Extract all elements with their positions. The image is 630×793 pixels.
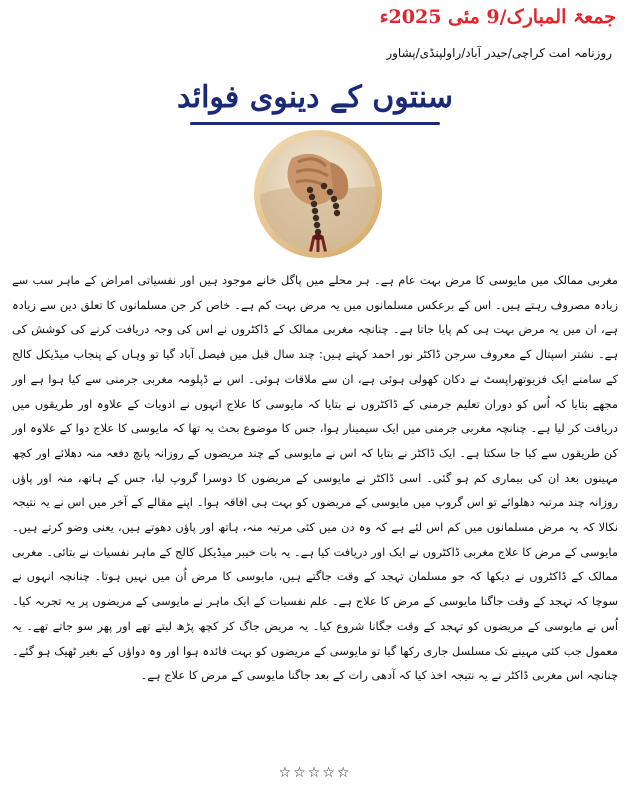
article-paragraph: مغربی ممالک میں مایوسی کا مرض بہت عام ہے۔ ہر محلے میں پاگل خانے موجود ہیں اور نفسیاتی امراض کے ماہر سب سے زیادہ مصروف رہتے ہیں۔ اس کے برعکس مسلمانوں میں یہ مرض بہت کم ہے۔ خاص کر جن مسلمانوں کا تعلق دین سے زیادہ ہے، ان میں یہ مرض بہت ہی کم پایا جاتا ہے۔ چنانچہ مغربی ممالک کے ڈاکٹروں نے اس کی وجہ دریافت کرنے کی کوشش کی ہے۔ نشتر اسپتال کے معروف سرجن ڈاکٹر نور احمد کہتے ہیں: چند سال قبل میں فیصل آباد گیا تو وہاں کے پنجاب میڈیکل کالج کے سامنے ایک فزیوتھراپسٹ نے دکان کھولی ہوئی ہے، ان سے ملاقات ہوئی۔ اس نے ڈپلومہ مغربی جرمنی سے کیا ہوا ہے اور مجھے بتایا کہ اُس کو دوران تعلیم جرمنی کے ڈاکٹروں نے بتایا کہ مایوسی کا علاج انہوں نے ادویات کے علاوہ اور طریقوں میں دریافت کر لیا ہے۔ چنانچہ مغربی جرمنی میں ایک سیمینار ہوا، جس کا موضوع بحث یہ تھا کہ مایوسی کا علاج دوا کے علاوہ اور کن طریقوں سے کیا جا سکتا ہے۔ ایک ڈاکٹر نے بتایا کہ اس نے مایوسی کے چند مریضوں کے روزانہ پانچ دفعہ منہ دھلائے اور کچھ مہینوں بعد ان کی بیماری کم ہو گئی۔ اسی ڈاکٹر نے مایوسی کے مریضوں کا دوسرا گروپ لیا، جس کے ہاتھ، منہ اور پاؤں روزانہ چند مرتبہ دھلوائے تو اس گروپ میں مایوسی کے مریضوں کو بہت ہی افاقہ ہوا۔ اپنے مقالے کے آخر میں اس نے یہ نتیجہ نکالا کہ یہ مرض مسلمانوں میں کم اس لئے ہے کہ وہ دن میں کئی مرتبہ منہ، ہاتھ اور پاؤں دھوتے ہیں، یعنی وضو کرتے ہیں۔ مایوسی کے مرض کا علاج مغربی ڈاکٹروں نے ایک اور دریافت کیا ہے۔ یہ بات خیبر میڈیکل کالج کے ماہر نفسیات نے بتائی۔ مغربی ممالک کے ڈاکٹروں نے دیکھا کہ جو مسلمان تہجد کے وقت جاگتے ہیں، مایوسی کا مرض اُن میں نہیں ہوتا۔ چنانچہ انہوں نے سوچا کہ تہجد کے وقت جاگنا مایوسی کے مرض کا علاج ہے۔ علم نفسیات کے ایک ماہر نے مایوسی کے مریضوں پر یہ تجربہ کیا۔ اُس نے مایوسی کے مریضوں کو تہجد کے وقت جگانا شروع کیا۔ یہ مریض جاگ کر کچھ پڑھ لیتے تھے اور پھر سو جاتے تھے۔ یہ معمول جب کئی مہینے تک مسلسل جاری رکھا گیا تو مایوسی کے مریضوں کو بہت فائدہ ہوا اور وہ دواؤں کے بغیر ٹھیک ہو گئے۔ چنانچہ اس مغربی ڈاکٹر نے یہ نتیجہ اخذ کیا کہ آدھی رات کے بعد جاگنا مایوسی کے مرض کا علاج ہے۔ bbox=[12, 273, 618, 683]
article-body bbox=[12, 268, 618, 688]
newspaper-source: روزنامہ امت کراچی/حیدر آباد/راولپنڈی/پشاور bbox=[386, 46, 612, 60]
prayer-beads-hand-icon bbox=[252, 128, 384, 260]
article-headline: سنتوں کے دینوی فوائد bbox=[177, 80, 453, 115]
article-end-stars: ☆☆☆☆☆ bbox=[278, 765, 352, 781]
headline-underline bbox=[190, 122, 440, 125]
newspaper-date: جمعۃ المبارک/9 مئی 2025ء bbox=[379, 6, 616, 28]
